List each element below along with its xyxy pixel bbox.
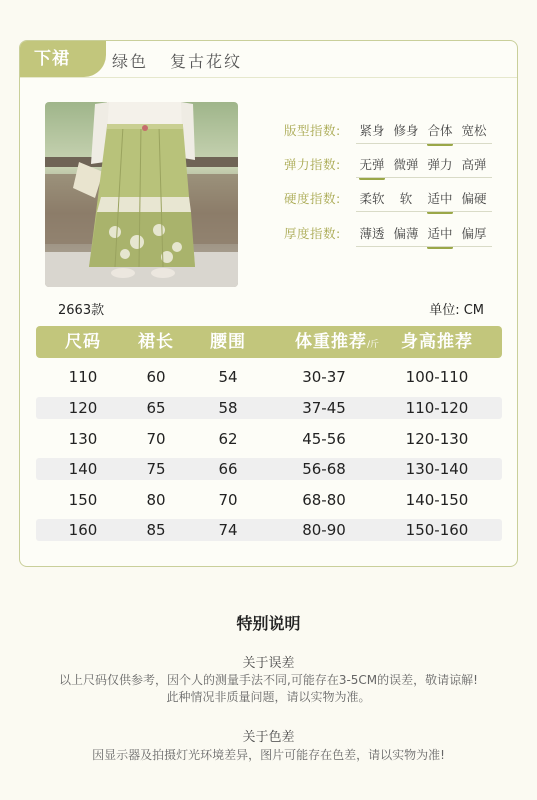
cell-length: 80 [146,491,166,509]
table-row [36,366,502,388]
cell-weight: 37-45 [302,399,346,417]
header-divider [20,77,517,78]
thickness-index-label: 厚度指数: [284,226,341,241]
fit-index-row [284,121,514,143]
error-line-1: 以上尺码仅供参考，因个人的测量手法不同,可能存在3-5CM的误差，敬请谅解! [59,673,478,687]
elasticity-option-2: 微弹 [393,157,419,172]
elasticity-index-track [356,177,492,178]
cell-size: 150 [68,491,98,509]
header-size: 尺码 [65,332,101,352]
header-waist: 腰围 [210,332,246,352]
cell-waist: 62 [218,430,238,448]
thickness-option-1: 薄透 [359,226,385,241]
color-heading: 关于色差 [242,730,295,745]
hardness-option-2: 软 [399,191,413,206]
cell-waist: 66 [218,460,238,478]
error-heading: 关于误差 [242,656,295,671]
category-tab: 下裙 [20,41,106,77]
header-weight-unit: /斤 [366,340,380,350]
fit-option-4: 宽松 [461,123,487,138]
cell-length: 75 [146,460,166,478]
cell-length: 65 [146,399,166,417]
header-weight-text: 体重推荐 [294,332,367,352]
hardness-index-label: 硬度指数: [284,191,341,206]
fit-option-3: 合体 [424,121,456,139]
table-row [36,428,502,450]
thickness-option-3: 适中 [424,224,456,242]
unit-label: 单位: CM [429,303,484,318]
thickness-index-track [356,246,492,247]
cell-size: 120 [68,399,98,417]
color-line-1: 因显示器及拍摄灯光环境差异，图片可能存在色差，请以实物为准! [92,748,445,762]
pattern-label: 复古花纹 [170,52,243,71]
table-row [36,489,502,511]
hardness-option-4: 偏硬 [461,191,487,206]
fit-option-1: 紧身 [359,123,385,138]
cell-waist: 58 [218,399,238,417]
elasticity-index-row [284,155,514,177]
fit-index-label: 版型指数: [284,123,341,138]
cell-waist: 74 [218,521,238,539]
table-row [36,458,502,480]
size-table-header [36,326,502,358]
cell-length: 60 [146,368,166,386]
cell-length: 85 [146,521,166,539]
product-photo [45,102,238,287]
cell-height: 120-130 [405,430,469,448]
header-length: 裙长 [138,332,174,352]
hardness-option-3: 适中 [424,189,456,207]
table-row [36,397,502,419]
table-row [36,519,502,541]
elasticity-option-3: 弹力 [427,157,453,172]
cell-size: 130 [68,430,98,448]
cell-height: 150-160 [405,521,469,539]
cell-weight: 80-90 [302,521,346,539]
thickness-option-2: 偏薄 [393,226,419,241]
hardness-index-row [284,189,514,211]
cell-weight: 30-37 [302,368,346,386]
error-line-2: 此种情况非质量问题，请以实物为准。 [166,690,371,704]
header-height: 身高推荐 [401,332,473,352]
category-header [20,41,517,77]
cell-height: 100-110 [405,368,469,386]
model-number: 2663款 [58,303,105,318]
hardness-option-1: 柔软 [359,191,385,206]
notes-title: 特别说明 [236,614,301,633]
thickness-option-4: 偏厚 [461,226,487,241]
cell-weight: 68-80 [302,491,346,509]
elasticity-option-1: 无弹 [356,155,388,173]
cell-weight: 56-68 [302,460,346,478]
cell-waist: 54 [218,368,238,386]
elasticity-option-4: 高弹 [461,157,487,172]
cell-size: 140 [68,460,98,478]
cell-height: 130-140 [405,460,469,478]
size-card [19,40,518,567]
cell-size: 110 [68,368,98,386]
fit-option-2: 修身 [393,123,419,138]
elasticity-index-label: 弹力指数: [284,157,341,172]
thickness-index-row [284,224,514,246]
color-label: 绿色 [112,52,149,71]
cell-height: 110-120 [405,399,469,417]
fit-index-track [356,143,492,144]
cell-waist: 70 [218,491,238,509]
cell-weight: 45-56 [302,430,346,448]
hardness-index-track [356,211,492,212]
cell-height: 140-150 [405,491,469,509]
cell-size: 160 [68,521,98,539]
cell-length: 70 [146,430,166,448]
